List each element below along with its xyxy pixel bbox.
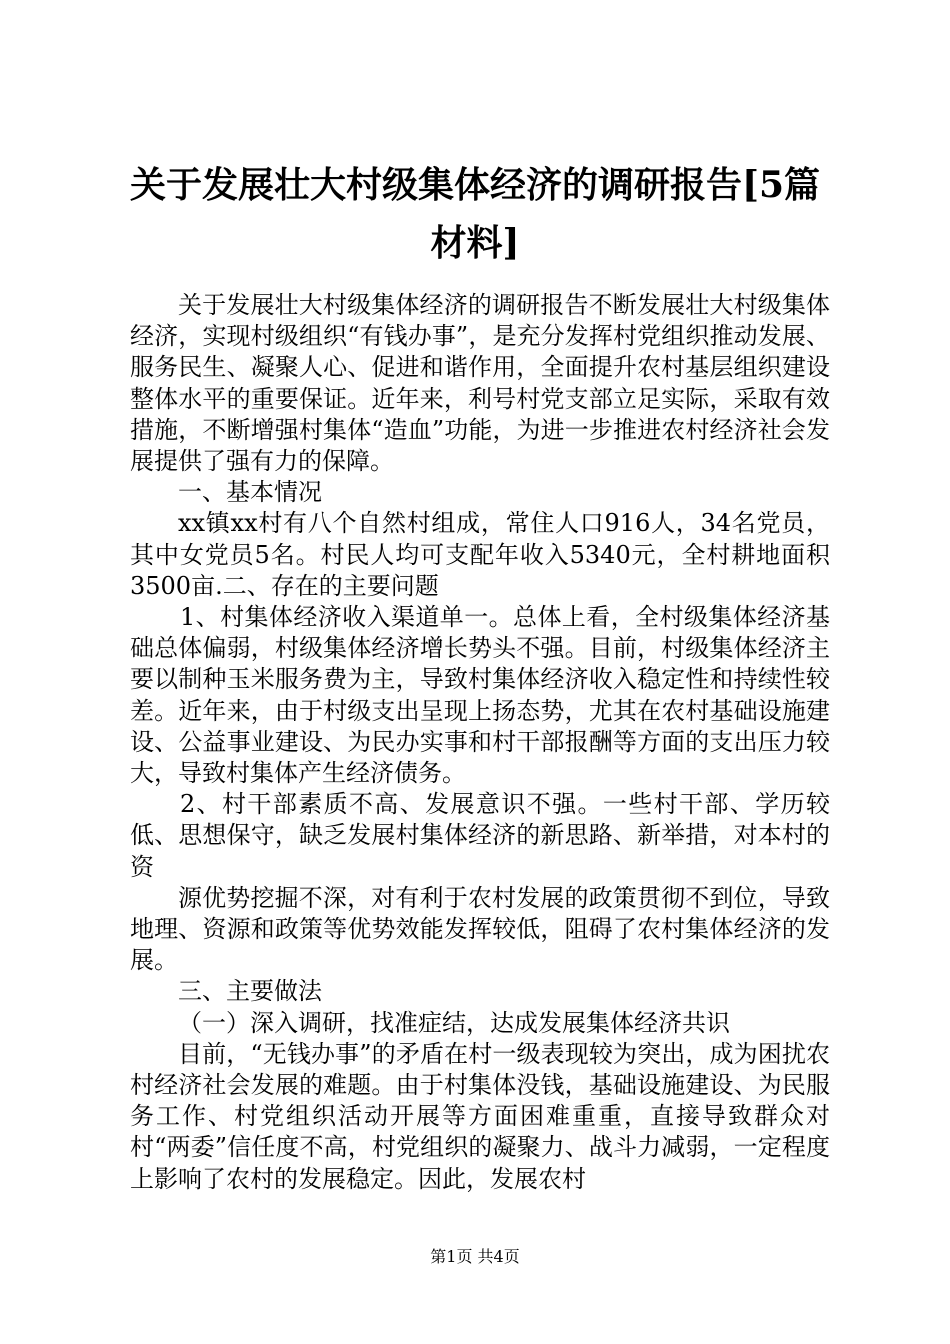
subheading-practice-1: （一）深入调研，找准症结，达成发展集体经济共识 bbox=[178, 1008, 730, 1037]
paragraph-problem-2: 2、村干部素质不高、发展意识不强。一些村干部、学历较低、思想保守，缺乏发展村集体经济的新思路、新举措，对本村的资 bbox=[130, 790, 830, 881]
document-title-line-2: 材料] bbox=[430, 222, 520, 264]
paragraph-basic-situation: xx镇xx村有八个自然村组成，常住人口916人，34名党员，其中女党员5名。村民人均可支配年收入5340元，全村耕地面积3500亩.二、存在的主要问题 bbox=[130, 509, 830, 600]
document-title-line-1: 关于发展壮大村级集体经济的调研报告[5篇 bbox=[129, 164, 821, 206]
heading-main-practices: 三、主要做法 bbox=[178, 977, 322, 1006]
heading-basic-situation: 一、基本情况 bbox=[178, 478, 322, 507]
page-footer: 第1页 共4页 bbox=[430, 1247, 520, 1266]
paragraph-intro: 关于发展壮大村级集体经济的调研报告不断发展壮大村级集体经济，实现村级组织“有钱办事”，是充分发挥村党组织推动发展、服务民生、凝聚人心、促进和谐作用，全面提升农村基层组织建设整体水平的重要保证。近年来，利号村党支部立足实际，采取有效措施，不断增强村集体“造血”功能，为进一步推进农村经济社会发展提供了强有力的保障。 bbox=[130, 291, 830, 476]
document-body bbox=[130, 290, 830, 1195]
paragraph-problem-1: 1、村集体经济收入渠道单一。总体上看，全村级集体经济基础总体偏弱，村级集体经济增长势头不强。目前，村级集体经济主要以制种玉米服务费为主，导致村集体经济收入稳定性和持续性较差。近年来，由于村级支出呈现上扬态势，尤其在农村基础设施建设、公益事业建设、为民办实事和村干部报酬等方面的支出压力较大，导致村集体产生经济债务。 bbox=[130, 603, 830, 788]
paragraph-practice-1: 目前，“无钱办事”的矛盾在村一级表现较为突出，成为困扰农村经济社会发展的难题。由于村集体没钱，基础设施建设、为民服务工作、村党组织活动开展等方面困难重重，直接导致群众对村“两委”信任度不高，村党组织的凝聚力、战斗力减弱，一定程度上影响了农村的发展稳定。因此，发展农村 bbox=[130, 1039, 830, 1193]
paragraph-problem-2-continued: 源优势挖掘不深，对有利于农村发展的政策贯彻不到位，导致地理、资源和政策等优势效能发挥较低，阻碍了农村集体经济的发展。 bbox=[130, 883, 830, 975]
